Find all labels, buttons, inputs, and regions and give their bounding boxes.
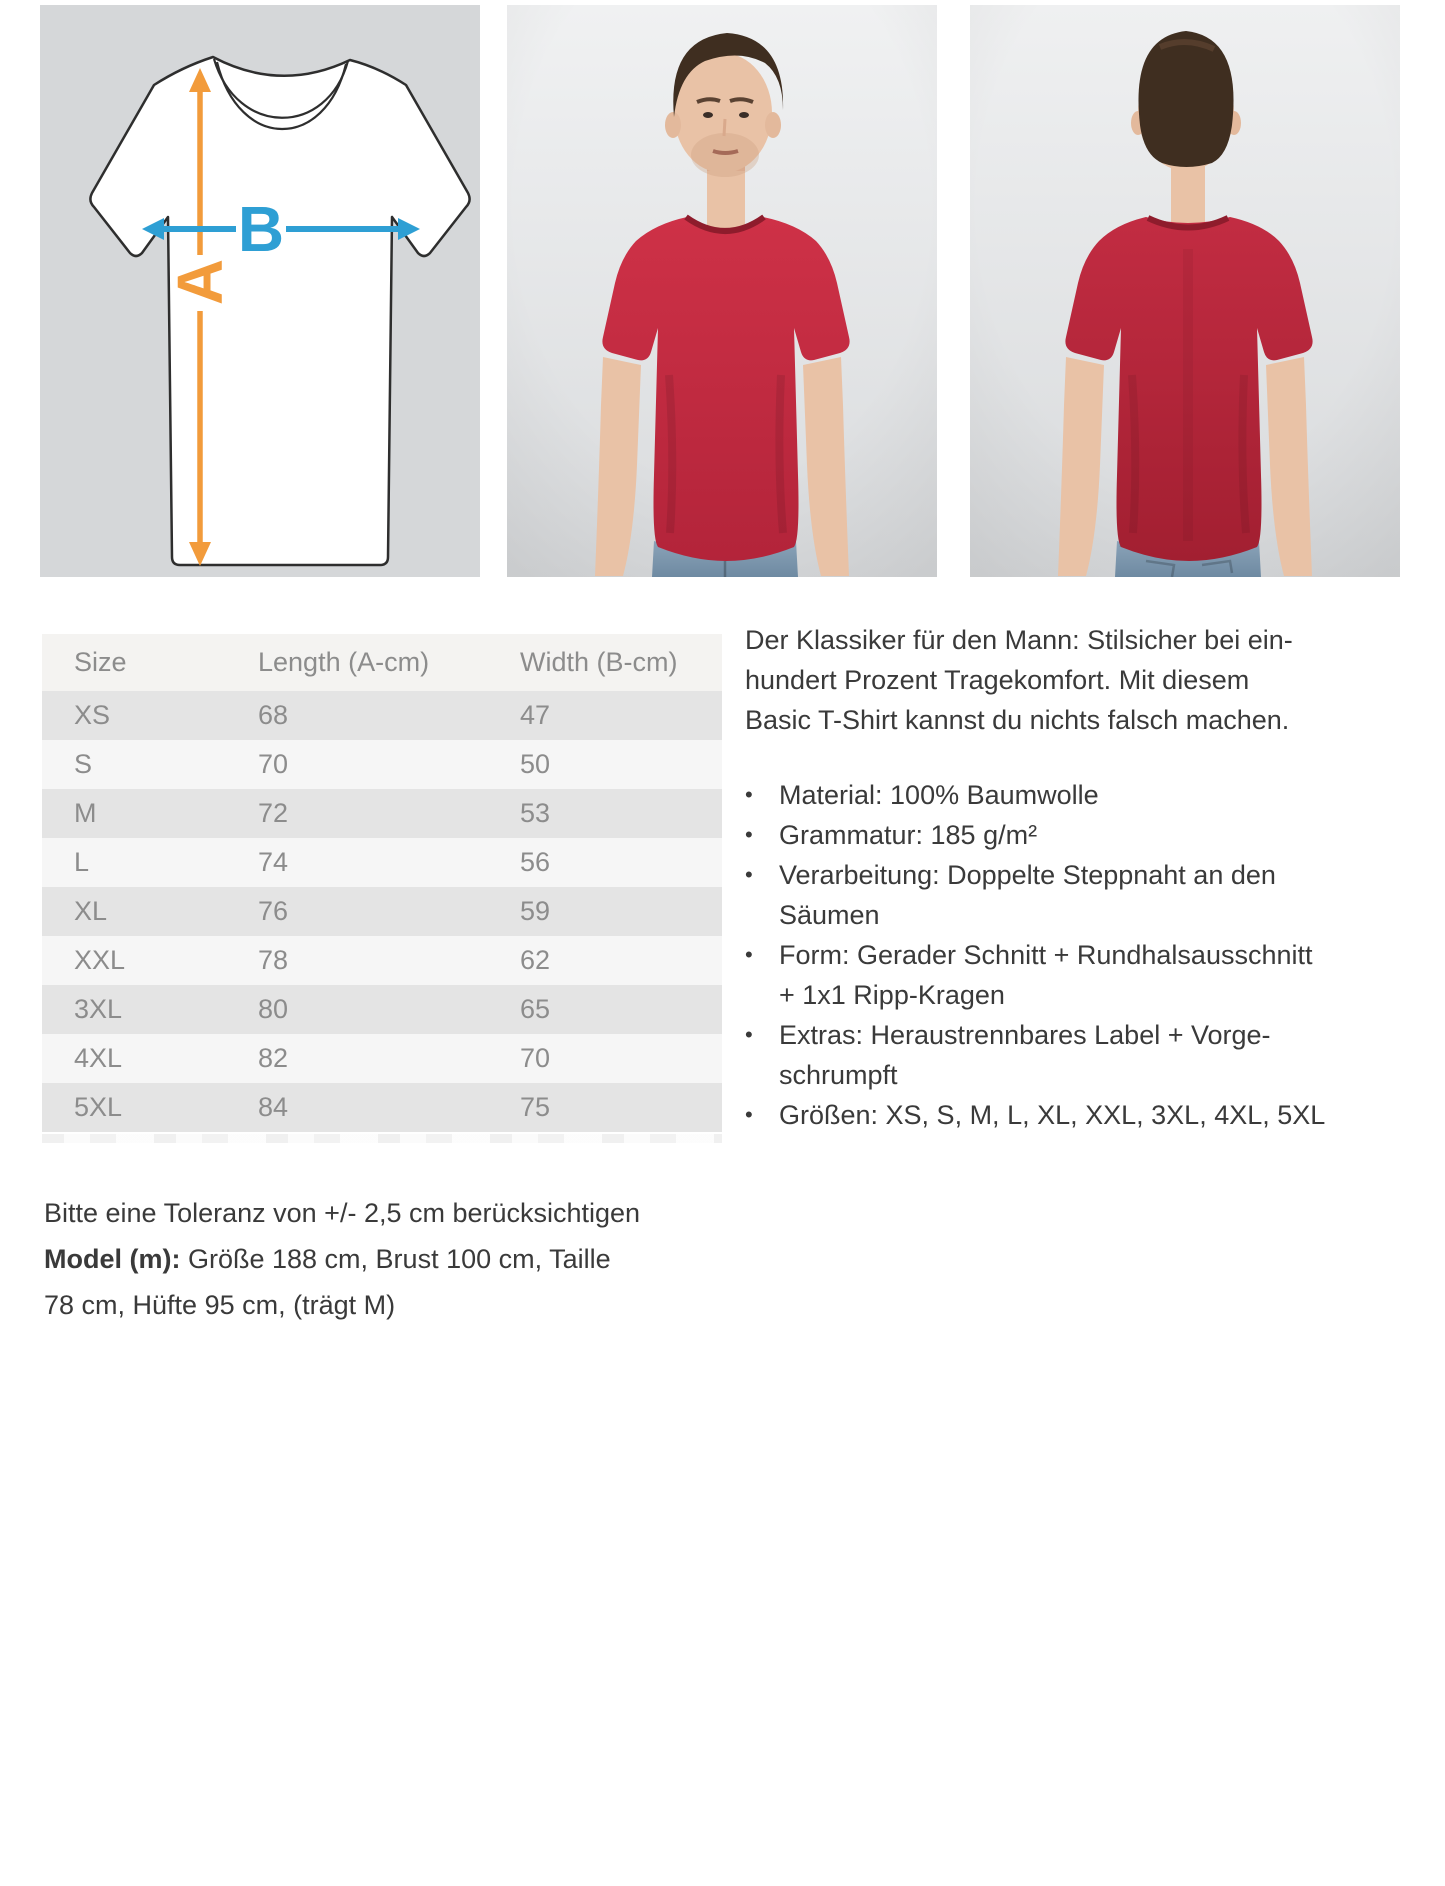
cell-width: 50: [520, 749, 551, 779]
model-info-line1: [44, 1236, 764, 1282]
right-ear: [765, 112, 781, 138]
header-length: Length (A-cm): [258, 647, 430, 677]
feature-item-verarbeitung: [745, 855, 1445, 935]
cell-size: 4XL: [74, 1043, 123, 1073]
shirt-fold-left: [669, 375, 672, 533]
feature-text: Grammatur: 185 g/m²: [779, 820, 1038, 850]
model-front-graphic: [507, 5, 937, 577]
model-front-photo: [507, 5, 937, 577]
mouth: [713, 151, 738, 153]
bullet-icon: •: [745, 942, 753, 967]
cell-width: 70: [520, 1043, 551, 1073]
intro-line: Basic T-Shirt kannst du nichts falsch machen.: [745, 705, 1290, 735]
arrow-b-label: B: [237, 193, 285, 265]
cell-width: 62: [520, 945, 551, 975]
back-hair: [1138, 31, 1233, 167]
feature-item-form: [745, 935, 1445, 1015]
model-label: Model (m):: [44, 1244, 181, 1274]
cell-width: 75: [520, 1092, 551, 1122]
intro-line: Der Klassiker für den Mann: Stilsicher bei ein-: [745, 625, 1293, 655]
cell-width: 53: [520, 798, 551, 828]
table-row: [42, 838, 722, 887]
cell-size: L: [74, 847, 90, 877]
cell-length: 74: [258, 847, 289, 877]
cell-length: 80: [258, 994, 289, 1024]
header-size: Size: [74, 647, 127, 677]
size-diagram-panel: [40, 5, 480, 577]
table-row: [42, 887, 722, 936]
feature-item-material: [745, 775, 1445, 815]
cell-size: 3XL: [74, 994, 123, 1024]
table-row: [42, 985, 722, 1034]
cell-width: 59: [520, 896, 551, 926]
cell-length: 76: [258, 896, 289, 926]
model-info-line2: 78 cm, Hüfte 95 cm, (trägt M): [44, 1290, 396, 1320]
cropped-table-artifact: [42, 1134, 722, 1143]
header-width: Width (B-cm): [520, 647, 678, 677]
feature-item-groessen: [745, 1095, 1445, 1135]
table-row: [42, 936, 722, 985]
cell-size: XXL: [74, 945, 126, 975]
description-intro: [745, 620, 1445, 740]
table-row: [42, 1034, 722, 1083]
product-description: [745, 620, 1445, 1135]
cell-size: M: [74, 798, 97, 828]
cell-length: 82: [258, 1043, 289, 1073]
cell-length: 78: [258, 945, 289, 975]
cell-length: 84: [258, 1092, 289, 1122]
arrow-a-label: A: [164, 258, 236, 306]
bullet-icon: •: [745, 862, 753, 887]
feature-list: [745, 775, 1445, 1135]
left-eye: [703, 112, 713, 118]
model-back-photo: [970, 5, 1400, 577]
left-ear: [665, 112, 681, 138]
table-row: [42, 691, 722, 740]
feature-text: Extras: Heraustrennbares Label + Vorge-: [779, 1020, 1271, 1050]
cell-length: 72: [258, 798, 289, 828]
size-table: [42, 634, 722, 1132]
feature-text: Säumen: [779, 900, 880, 930]
table-row: [42, 740, 722, 789]
size-table-header: [42, 634, 722, 691]
table-row: [42, 1083, 722, 1132]
table-row: [42, 789, 722, 838]
cell-length: 68: [258, 700, 289, 730]
cell-width: 47: [520, 700, 551, 730]
feature-text: Verarbeitung: Doppelte Steppnaht an den: [779, 860, 1276, 890]
tshirt-measure-graphic: [40, 5, 480, 577]
feature-text: Material: 100% Baumwolle: [779, 780, 1099, 810]
feature-item-grammatur: [745, 815, 1445, 855]
tolerance-note: Bitte eine Toleranz von +/- 2,5 cm berücksichtigen: [44, 1198, 641, 1228]
cell-length: 70: [258, 749, 289, 779]
shirt-fold-right: [779, 375, 783, 533]
cell-size: S: [74, 749, 93, 779]
cell-size: XL: [74, 896, 108, 926]
right-eye: [739, 112, 749, 118]
model-back-graphic: [970, 5, 1400, 577]
feature-item-extras: [745, 1015, 1445, 1095]
bullet-icon: •: [745, 822, 753, 847]
nose: [724, 119, 725, 136]
feature-text: + 1x1 Ripp-Kragen: [779, 980, 1005, 1010]
feature-text: Form: Gerader Schnitt + Rundhalsausschnitt: [779, 940, 1313, 970]
feature-text: Größen: XS, S, M, L, XL, XXL, 3XL, 4XL, 5XL: [779, 1100, 1326, 1130]
intro-line: hundert Prozent Tragekomfort. Mit diesem: [745, 665, 1250, 695]
model-info-text: Größe 188 cm, Brust 100 cm, Taille: [180, 1244, 611, 1274]
shirt-fold-left: [1132, 375, 1135, 533]
notes-block: [44, 1190, 764, 1328]
bullet-icon: •: [745, 782, 753, 807]
cell-width: 56: [520, 847, 551, 877]
bullet-icon: •: [745, 1022, 753, 1047]
feature-text: schrumpft: [779, 1060, 898, 1090]
bullet-icon: •: [745, 1102, 753, 1127]
cell-size: 5XL: [74, 1092, 123, 1122]
cell-width: 65: [520, 994, 551, 1024]
cell-size: XS: [74, 700, 111, 730]
shirt-fold-right: [1242, 375, 1246, 533]
